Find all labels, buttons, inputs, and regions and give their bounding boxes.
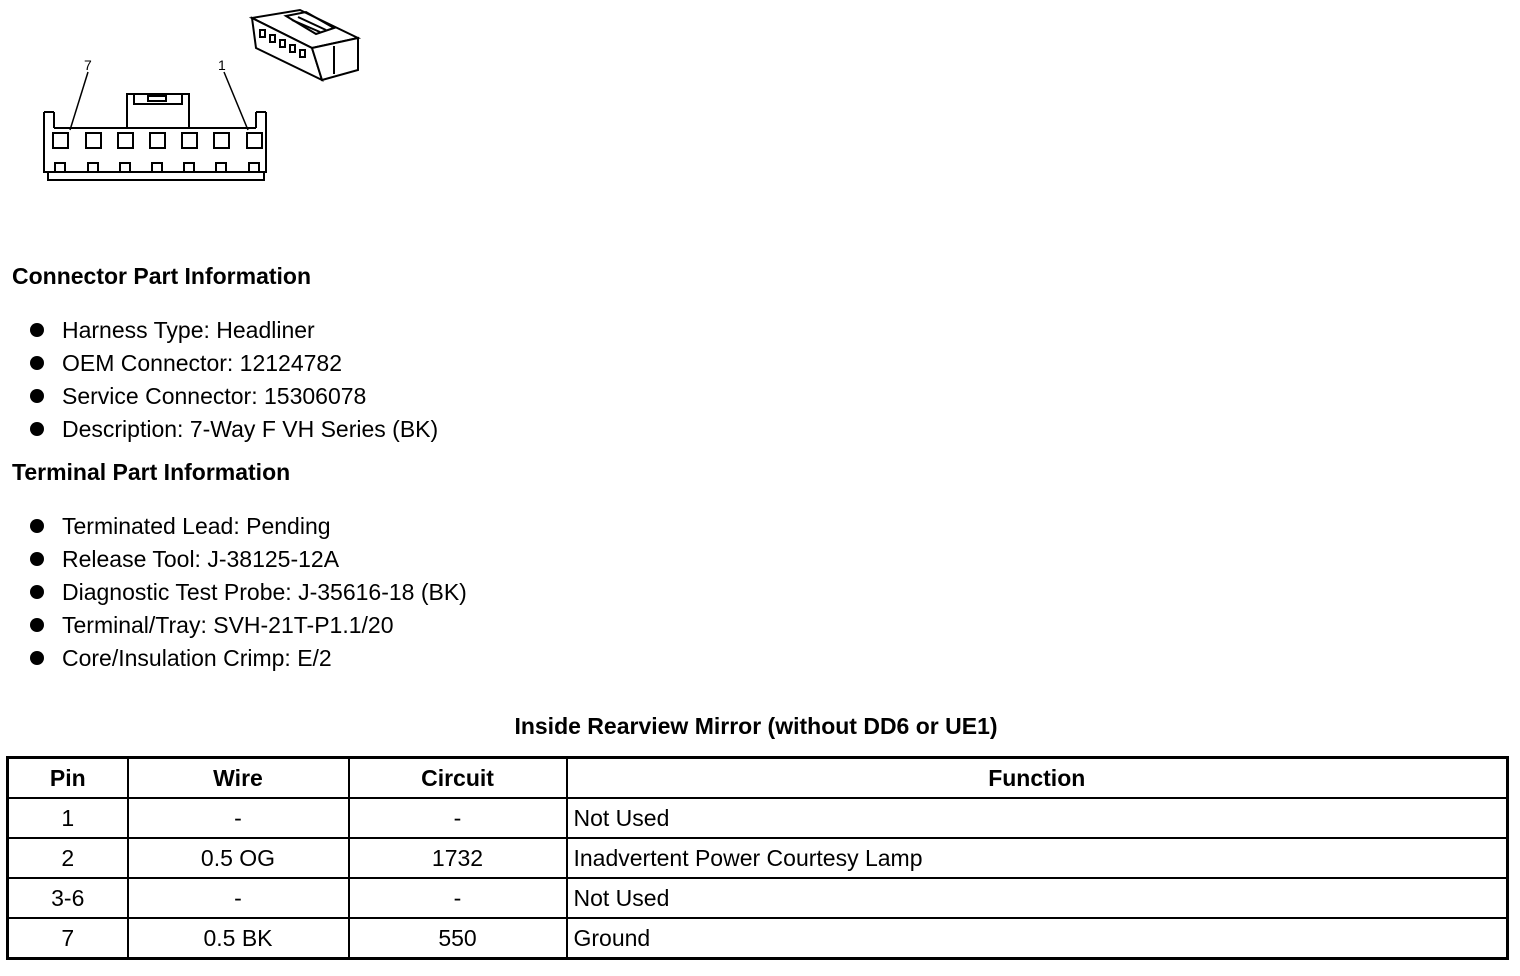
- pin-label-right: 1: [218, 57, 226, 73]
- cell-pin: 3-6: [8, 878, 128, 918]
- header-wire: Wire: [128, 758, 349, 799]
- connector-part-info-heading: Connector Part Information: [12, 263, 312, 289]
- connector-part-info-list: [0, 314, 438, 446]
- bullet-icon: [30, 389, 44, 403]
- table-header-row: [8, 758, 1508, 799]
- table-row: [8, 838, 1508, 878]
- list-item: Release Tool: J-38125-12A: [0, 543, 467, 576]
- terminal-part-info-list: [0, 510, 467, 675]
- cell-circuit: 550: [349, 918, 567, 959]
- cell-circuit: 1732: [349, 838, 567, 878]
- pin-label-left: 7: [84, 57, 92, 73]
- bullet-icon: [30, 651, 44, 665]
- table-row: [8, 798, 1508, 838]
- bullet-icon: [30, 552, 44, 566]
- table-row: [8, 878, 1508, 918]
- connector-isometric-icon: [252, 10, 358, 80]
- bullet-icon: [30, 323, 44, 337]
- cell-wire: -: [128, 878, 349, 918]
- list-item: Description: 7-Way F VH Series (BK): [0, 413, 438, 446]
- header-pin: Pin: [8, 758, 128, 799]
- connector-front-view: [44, 72, 266, 180]
- cell-pin: 2: [8, 838, 128, 878]
- table-row: [8, 918, 1508, 959]
- list-item: Service Connector: 15306078: [0, 380, 438, 413]
- list-item: Terminal/Tray: SVH-21T-P1.1/20: [0, 609, 467, 642]
- terminal-part-info-heading: Terminal Part Information: [12, 459, 291, 485]
- header-circuit: Circuit: [349, 758, 567, 799]
- cell-pin: 7: [8, 918, 128, 959]
- list-item: Diagnostic Test Probe: J-35616-18 (BK): [0, 576, 467, 609]
- connector-diagram: [0, 0, 380, 200]
- cell-function: Not Used: [567, 878, 1508, 918]
- list-item: Terminated Lead: Pending: [0, 510, 467, 543]
- cell-function: Inadvertent Power Courtesy Lamp: [567, 838, 1508, 878]
- list-item: Harness Type: Headliner: [0, 314, 438, 347]
- cell-wire: -: [128, 798, 349, 838]
- bullet-icon: [30, 519, 44, 533]
- bullet-icon: [30, 422, 44, 436]
- list-item: Core/Insulation Crimp: E/2: [0, 642, 467, 675]
- pin-table-title: Inside Rearview Mirror (without DD6 or UE1): [514, 713, 998, 739]
- list-item: OEM Connector: 12124782: [0, 347, 438, 380]
- bullet-icon: [30, 356, 44, 370]
- pin-table: [6, 756, 1509, 960]
- header-function: Function: [567, 758, 1508, 799]
- cell-pin: 1: [8, 798, 128, 838]
- cell-wire: 0.5 OG: [128, 838, 349, 878]
- cell-circuit: -: [349, 798, 567, 838]
- cell-function: Not Used: [567, 798, 1508, 838]
- bullet-icon: [30, 618, 44, 632]
- bullet-icon: [30, 585, 44, 599]
- cell-circuit: -: [349, 878, 567, 918]
- cell-wire: 0.5 BK: [128, 918, 349, 959]
- cell-function: Ground: [567, 918, 1508, 959]
